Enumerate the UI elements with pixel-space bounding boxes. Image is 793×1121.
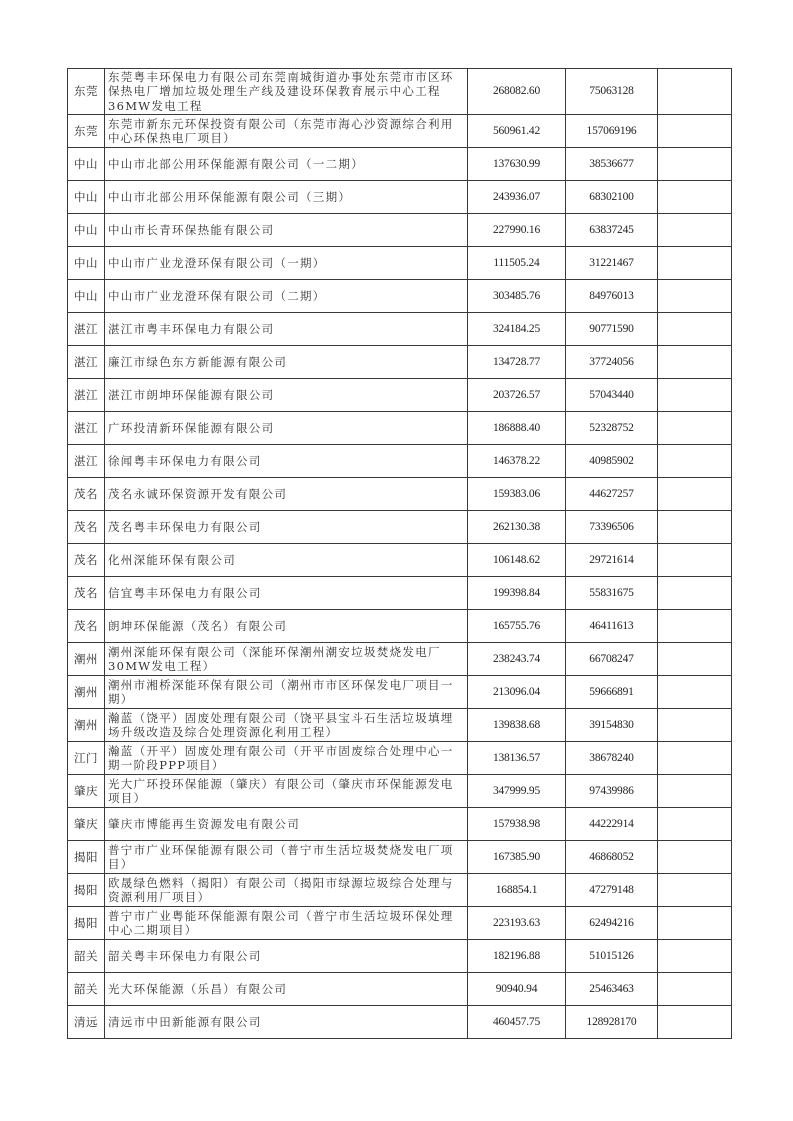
value-cell: 243936.07 <box>468 181 566 214</box>
note-cell <box>658 69 732 115</box>
value-cell: 238243.74 <box>468 643 566 676</box>
note-cell <box>658 115 732 148</box>
value-cell: 347999.95 <box>468 775 566 808</box>
table-row <box>68 181 732 214</box>
company-name-cell: 东莞市新东元环保投资有限公司（东莞市海心沙资源综合利用中心环保热电厂项目） <box>105 115 468 148</box>
table-row <box>68 676 732 709</box>
note-cell <box>658 214 732 247</box>
city-cell: 茂名 <box>68 610 105 643</box>
city-cell: 清远 <box>68 1006 105 1039</box>
amount-cell: 55831675 <box>566 577 658 610</box>
amount-cell: 63837245 <box>566 214 658 247</box>
value-cell: 303485.76 <box>468 280 566 313</box>
value-cell: 139838.68 <box>468 709 566 742</box>
amount-cell: 46868052 <box>566 841 658 874</box>
city-cell: 中山 <box>68 247 105 280</box>
amount-cell: 73396506 <box>566 511 658 544</box>
note-cell <box>658 742 732 775</box>
value-cell: 186888.40 <box>468 412 566 445</box>
note-cell <box>658 478 732 511</box>
amount-cell: 157069196 <box>566 115 658 148</box>
note-cell <box>658 973 732 1006</box>
table-row <box>68 973 732 1006</box>
note-cell <box>658 544 732 577</box>
note-cell <box>658 709 732 742</box>
company-name-cell: 潮州深能环保有限公司（深能环保潮州潮安垃圾焚烧发电厂30MW发电工程） <box>105 643 468 676</box>
city-cell: 中山 <box>68 280 105 313</box>
company-name-cell: 中山市广业龙澄环保有限公司（一期） <box>105 247 468 280</box>
city-cell: 茂名 <box>68 577 105 610</box>
note-cell <box>658 412 732 445</box>
company-name-cell: 中山市北部公用环保能源有限公司（三期） <box>105 181 468 214</box>
company-name-cell: 光大广环投环保能源（肇庆）有限公司（肇庆市环保能源发电项目） <box>105 775 468 808</box>
value-cell: 203726.57 <box>468 379 566 412</box>
amount-cell: 40985902 <box>566 445 658 478</box>
city-cell: 肇庆 <box>68 775 105 808</box>
amount-cell: 97439986 <box>566 775 658 808</box>
company-name-cell: 徐闻粤丰环保电力有限公司 <box>105 445 468 478</box>
city-cell: 茂名 <box>68 544 105 577</box>
value-cell: 268082.60 <box>468 69 566 115</box>
value-cell: 262130.38 <box>468 511 566 544</box>
amount-cell: 62494216 <box>566 907 658 940</box>
company-name-cell: 中山市广业龙澄环保有限公司（二期） <box>105 280 468 313</box>
note-cell <box>658 445 732 478</box>
amount-cell: 66708247 <box>566 643 658 676</box>
table-row <box>68 148 732 181</box>
table-row <box>68 841 732 874</box>
city-cell: 茂名 <box>68 511 105 544</box>
company-name-cell: 廉江市绿色东方新能源有限公司 <box>105 346 468 379</box>
table-row <box>68 775 732 808</box>
city-cell: 湛江 <box>68 313 105 346</box>
value-cell: 146378.22 <box>468 445 566 478</box>
table-row <box>68 709 732 742</box>
amount-cell: 37724056 <box>566 346 658 379</box>
company-name-cell: 瀚蓝（开平）固废处理有限公司（开平市固废综合处理中心一期一阶段PPP项目） <box>105 742 468 775</box>
company-name-cell: 湛江市朗坤环保能源有限公司 <box>105 379 468 412</box>
company-name-cell: 朗坤环保能源（茂名）有限公司 <box>105 610 468 643</box>
value-cell: 199398.84 <box>468 577 566 610</box>
company-name-cell: 普宁市广业粤能环保能源有限公司（普宁市生活垃圾环保处理中心二期项目） <box>105 907 468 940</box>
value-cell: 157938.98 <box>468 808 566 841</box>
company-name-cell: 普宁市广业环保能源有限公司（普宁市生活垃圾焚烧发电厂项目） <box>105 841 468 874</box>
table-row <box>68 577 732 610</box>
company-name-cell: 肇庆市博能再生资源发电有限公司 <box>105 808 468 841</box>
table-row <box>68 346 732 379</box>
note-cell <box>658 379 732 412</box>
city-cell: 韶关 <box>68 973 105 1006</box>
note-cell <box>658 148 732 181</box>
company-name-cell: 广环投清新环保能源有限公司 <box>105 412 468 445</box>
table-row <box>68 313 732 346</box>
amount-cell: 44627257 <box>566 478 658 511</box>
value-cell: 324184.25 <box>468 313 566 346</box>
table-row <box>68 907 732 940</box>
company-name-cell: 茂名永诚环保资源开发有限公司 <box>105 478 468 511</box>
note-cell <box>658 841 732 874</box>
value-cell: 90940.94 <box>468 973 566 1006</box>
amount-cell: 31221467 <box>566 247 658 280</box>
company-name-cell: 韶关粤丰环保电力有限公司 <box>105 940 468 973</box>
city-cell: 肇庆 <box>68 808 105 841</box>
value-cell: 460457.75 <box>468 1006 566 1039</box>
city-cell: 江门 <box>68 742 105 775</box>
amount-cell: 57043440 <box>566 379 658 412</box>
amount-cell: 52328752 <box>566 412 658 445</box>
table-row <box>68 115 732 148</box>
note-cell <box>658 808 732 841</box>
city-cell: 潮州 <box>68 709 105 742</box>
city-cell: 湛江 <box>68 412 105 445</box>
amount-cell: 46411613 <box>566 610 658 643</box>
value-cell: 223193.63 <box>468 907 566 940</box>
note-cell <box>658 676 732 709</box>
city-cell: 潮州 <box>68 676 105 709</box>
table-row <box>68 1006 732 1039</box>
table-row <box>68 445 732 478</box>
company-name-cell: 化州深能环保有限公司 <box>105 544 468 577</box>
value-cell: 138136.57 <box>468 742 566 775</box>
table-row <box>68 544 732 577</box>
note-cell <box>658 940 732 973</box>
value-cell: 167385.90 <box>468 841 566 874</box>
note-cell <box>658 313 732 346</box>
company-name-cell: 东莞粤丰环保电力有限公司东莞南城街道办事处东莞市市区环保热电厂增加垃圾处理生产线及建设环保教育展示中心工程36MW发电工程 <box>105 69 468 115</box>
note-cell <box>658 577 732 610</box>
note-cell <box>658 181 732 214</box>
amount-cell: 44222914 <box>566 808 658 841</box>
city-cell: 揭阳 <box>68 841 105 874</box>
table-row <box>68 643 732 676</box>
value-cell: 165755.76 <box>468 610 566 643</box>
note-cell <box>658 643 732 676</box>
value-cell: 159383.06 <box>468 478 566 511</box>
amount-cell: 75063128 <box>566 69 658 115</box>
company-name-cell: 中山市长青环保热能有限公司 <box>105 214 468 247</box>
table-row <box>68 940 732 973</box>
city-cell: 东莞 <box>68 115 105 148</box>
city-cell: 揭阳 <box>68 874 105 907</box>
city-cell: 茂名 <box>68 478 105 511</box>
city-cell: 湛江 <box>68 445 105 478</box>
amount-cell: 38678240 <box>566 742 658 775</box>
note-cell <box>658 775 732 808</box>
amount-cell: 29721614 <box>566 544 658 577</box>
table-row <box>68 808 732 841</box>
value-cell: 111505.24 <box>468 247 566 280</box>
value-cell: 227990.16 <box>468 214 566 247</box>
note-cell <box>658 1006 732 1039</box>
table-row <box>68 610 732 643</box>
table-row <box>68 874 732 907</box>
table-row <box>68 214 732 247</box>
city-cell: 中山 <box>68 148 105 181</box>
table-row <box>68 379 732 412</box>
amount-cell: 128928170 <box>566 1006 658 1039</box>
city-cell: 湛江 <box>68 346 105 379</box>
city-cell: 揭阳 <box>68 907 105 940</box>
company-name-cell: 欧晟绿色燃料（揭阳）有限公司（揭阳市绿源垃圾综合处理与资源利用厂项目） <box>105 874 468 907</box>
table-row <box>68 280 732 313</box>
city-cell: 东莞 <box>68 69 105 115</box>
amount-cell: 90771590 <box>566 313 658 346</box>
company-name-cell: 潮州市湘桥深能环保有限公司（潮州市市区环保发电厂项目一期） <box>105 676 468 709</box>
table-row <box>68 247 732 280</box>
note-cell <box>658 610 732 643</box>
city-cell: 潮州 <box>68 643 105 676</box>
amount-cell: 25463463 <box>566 973 658 1006</box>
city-cell: 湛江 <box>68 379 105 412</box>
company-name-cell: 清远市中田新能源有限公司 <box>105 1006 468 1039</box>
value-cell: 134728.77 <box>468 346 566 379</box>
amount-cell: 59666891 <box>566 676 658 709</box>
value-cell: 560961.42 <box>468 115 566 148</box>
amount-cell: 68302100 <box>566 181 658 214</box>
value-cell: 213096.04 <box>468 676 566 709</box>
note-cell <box>658 346 732 379</box>
company-name-cell: 瀚蓝（饶平）固废处理有限公司（饶平县宝斗石生活垃圾填埋场升级改造及综合处理资源化利用工程） <box>105 709 468 742</box>
table-row <box>68 478 732 511</box>
value-cell: 182196.88 <box>468 940 566 973</box>
company-name-cell: 信宜粤丰环保电力有限公司 <box>105 577 468 610</box>
value-cell: 168854.1 <box>468 874 566 907</box>
amount-cell: 38536677 <box>566 148 658 181</box>
table-row <box>68 511 732 544</box>
note-cell <box>658 280 732 313</box>
company-name-cell: 光大环保能源（乐昌）有限公司 <box>105 973 468 1006</box>
company-name-cell: 湛江市粤丰环保电力有限公司 <box>105 313 468 346</box>
subsidy-table <box>67 68 732 1039</box>
note-cell <box>658 511 732 544</box>
amount-cell: 47279148 <box>566 874 658 907</box>
company-name-cell: 中山市北部公用环保能源有限公司（一二期） <box>105 148 468 181</box>
table-row <box>68 412 732 445</box>
amount-cell: 39154830 <box>566 709 658 742</box>
table-row <box>68 69 732 115</box>
company-name-cell: 茂名粤丰环保电力有限公司 <box>105 511 468 544</box>
city-cell: 韶关 <box>68 940 105 973</box>
value-cell: 106148.62 <box>468 544 566 577</box>
city-cell: 中山 <box>68 181 105 214</box>
city-cell: 中山 <box>68 214 105 247</box>
value-cell: 137630.99 <box>468 148 566 181</box>
note-cell <box>658 247 732 280</box>
table-body <box>68 69 732 1039</box>
amount-cell: 51015126 <box>566 940 658 973</box>
note-cell <box>658 874 732 907</box>
table-row <box>68 742 732 775</box>
note-cell <box>658 907 732 940</box>
amount-cell: 84976013 <box>566 280 658 313</box>
